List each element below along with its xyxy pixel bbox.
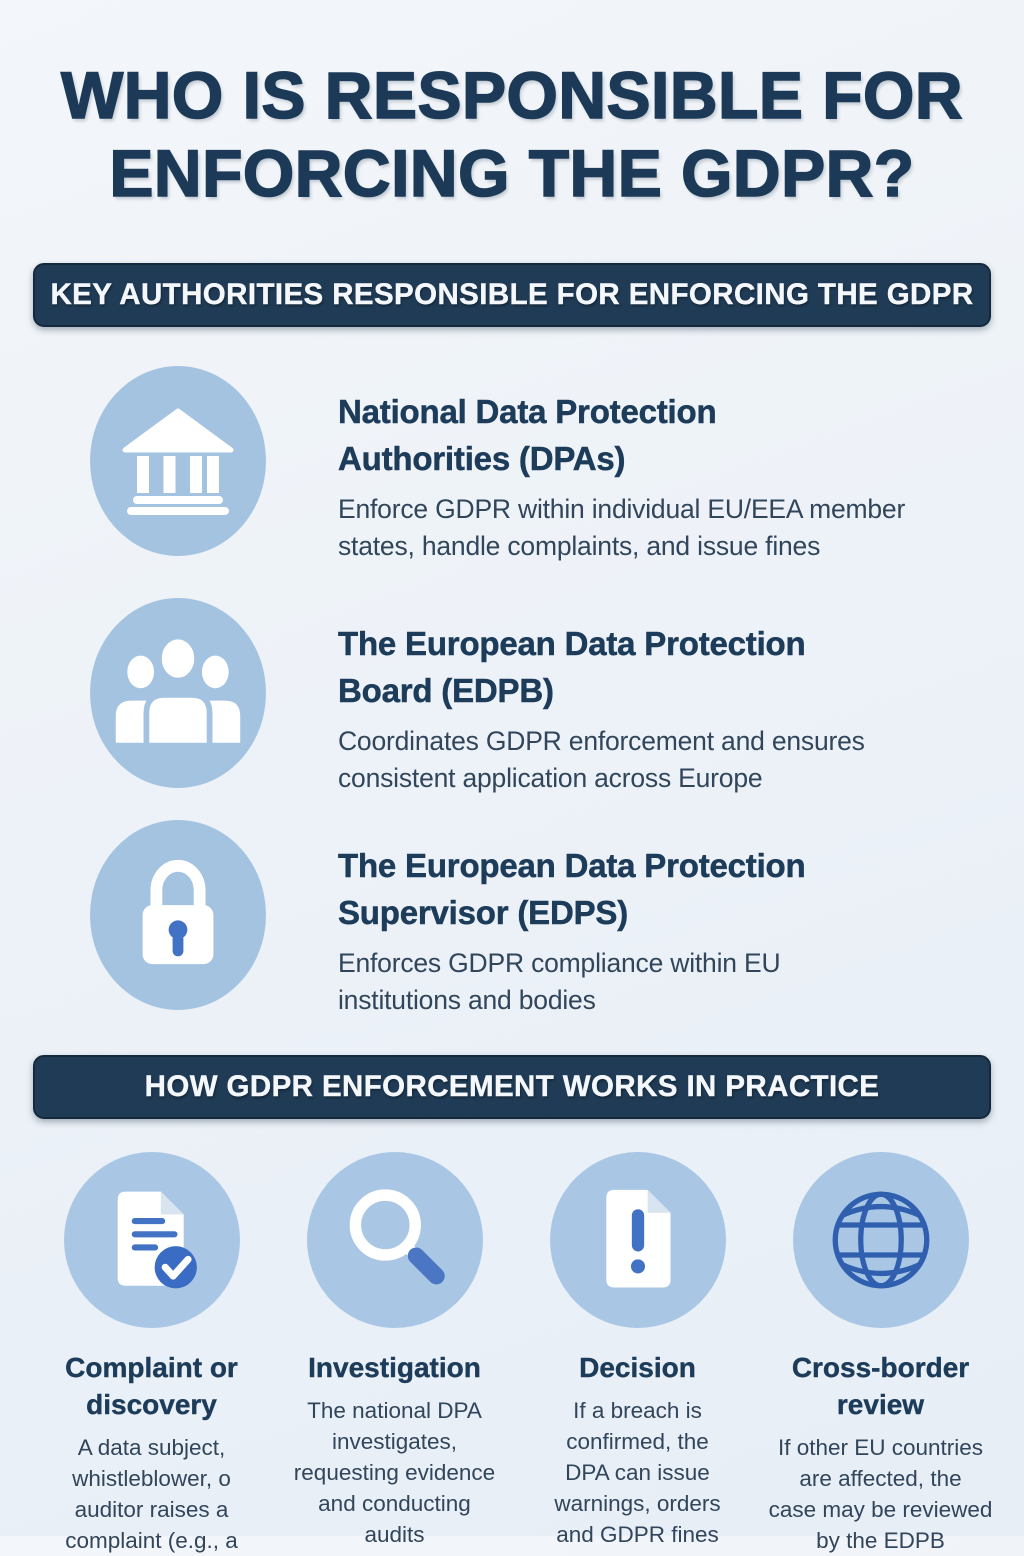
process-section-banner-label: HOW GDPR ENFORCEMENT WORKS IN PRACTICE — [144, 1070, 880, 1103]
step-cross-border-title: Cross-border review — [791, 1352, 970, 1420]
step-cross-border — [759, 1152, 1002, 1556]
magnifying-glass-icon — [307, 1152, 483, 1328]
authority-item-edps — [90, 820, 978, 1019]
page-title-line-1: WHO IS RESPONSIBLE FOR — [60, 58, 964, 132]
authority-item-edpb — [90, 598, 978, 797]
page-title-line-2: ENFORCING THE GDPR? — [109, 136, 915, 210]
people-icon — [90, 598, 266, 788]
step-decision-description: If a breach is confirmed, the DPA can issue warnings, orders and GDPR fines — [554, 1398, 721, 1547]
document-check-icon — [64, 1152, 240, 1328]
step-complaint-description: A data subject, whistleblower, o auditor raises a complaint (e.g., a — [65, 1435, 238, 1553]
process-steps-row — [30, 1152, 1002, 1556]
document-alert-icon — [550, 1152, 726, 1328]
authorities-section-banner — [33, 263, 991, 327]
authority-item-dpas-title: National Data Protection Authorities (DPAs) — [338, 393, 717, 477]
bank-icon — [90, 366, 266, 556]
step-complaint — [30, 1152, 273, 1556]
authority-item-edps-description: Enforces GDPR compliance within EU institutions and bodies — [338, 948, 781, 1015]
page-title — [0, 56, 1024, 212]
process-section-banner — [33, 1055, 991, 1119]
authority-item-edps-text — [338, 820, 978, 1019]
step-investigation — [273, 1152, 516, 1556]
step-complaint-title: Complaint or discovery — [65, 1352, 238, 1420]
authority-item-edpb-text — [338, 598, 978, 797]
globe-icon — [793, 1152, 969, 1328]
step-investigation-description: The national DPA investigates, requesting evidence and conducting audits — [293, 1398, 496, 1547]
step-investigation-title: Investigation — [308, 1352, 481, 1383]
authority-item-dpas — [90, 366, 978, 565]
authority-item-edpb-description: Coordinates GDPR enforcement and ensures consistent application across Europe — [338, 726, 865, 793]
authority-item-dpas-text — [338, 366, 978, 565]
authority-item-dpas-description: Enforce GDPR within individual EU/EEA member states, handle complaints, and issue fines — [338, 494, 906, 561]
authority-item-edpb-title: The European Data Protection Board (EDPB) — [338, 625, 806, 709]
step-decision — [516, 1152, 759, 1556]
lock-icon — [90, 820, 266, 1010]
step-decision-title: Decision — [579, 1352, 696, 1383]
authority-item-edps-title: The European Data Protection Supervisor (EDPS) — [338, 847, 806, 931]
authorities-section-banner-label: KEY AUTHORITIES RESPONSIBLE FOR ENFORCING THE GDPR — [50, 278, 974, 311]
step-cross-border-description: If other EU countries are affected, the case may be reviewed by the EDPB — [768, 1435, 993, 1553]
